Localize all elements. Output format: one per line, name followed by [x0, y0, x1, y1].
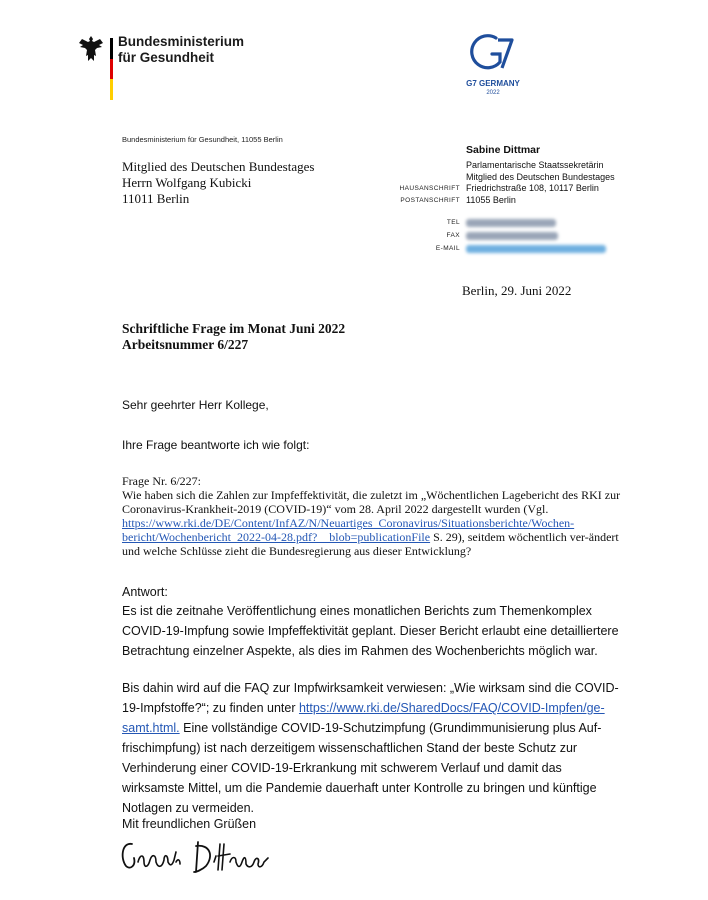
email-label: E-MAIL — [435, 245, 460, 252]
address-label: HAUSANSCHRIFT — [399, 185, 460, 192]
recipient-line: Mitglied des Deutschen Bundestages — [122, 159, 315, 174]
intro-text: Ihre Frage beantworte ich wie folgt: — [122, 438, 310, 452]
recipient-line: 11011 Berlin — [122, 191, 190, 206]
g7-logo-icon — [470, 32, 516, 74]
letter-date: Berlin, 29. Juni 2022 — [462, 283, 572, 298]
redacted-email — [466, 245, 606, 253]
postal-value: 11055 Berlin — [466, 195, 516, 205]
answer-heading: Antwort: — [122, 585, 168, 599]
postal-label: POSTANSCHRIFT — [400, 197, 460, 204]
redacted-fax — [466, 232, 558, 240]
rki-report-link[interactable]: https://www.rki.de/DE/Content/InfAZ/N/Neuartiges_Coronavirus/Situationsberichte/Wochen-bericht/Wochenbericht_2022-04-28.pdf?__blob=publicationFile — [122, 516, 575, 544]
g7-label: G7 GERMANY — [466, 79, 520, 88]
recipient-address — [122, 159, 314, 207]
closing: Mit freundlichen Grüßen — [122, 817, 257, 831]
handwritten-signature — [118, 832, 278, 882]
subject — [122, 321, 345, 353]
salutation: Sehr geehrter Herr Kollege, — [122, 398, 269, 412]
recipient-line: Herrn Wolfgang Kubicki — [122, 175, 252, 190]
tel-label: TEL — [446, 219, 460, 226]
german-flag-bar — [110, 38, 113, 100]
sender-return-line: Bundesministerium für Gesundheit, 11055 Berlin — [122, 135, 283, 144]
g7-germany-logo — [458, 32, 528, 97]
fax-label: FAX — [446, 232, 460, 239]
subject-line: Schriftliche Frage im Monat Juni 2022 — [122, 321, 346, 336]
rki-faq-link[interactable]: https://www.rki.de/SharedDocs/FAQ/COVID-Impfen/ge-samt.html. — [122, 701, 605, 735]
g7-year: 2022 — [486, 90, 500, 96]
federal-eagle-icon — [78, 34, 104, 64]
answer-paragraph: Es ist die zeitnahe Veröffentlichung eines monatlichen Berichts zum Themenkomplex COVID-19-Impfung sowie Impfeffektivität geplant. Dieser Bericht erlaubt eine detailliertere Betrachtung einzelner Aspekte, als dies im Rahmen des Wochenberichts möglich war. — [122, 604, 619, 658]
ministry-name: Bundesministerium für Gesundheit — [118, 34, 245, 65]
question-heading: Frage Nr. 6/227: — [122, 474, 201, 488]
subject-line: Arbeitsnummer 6/227 — [122, 337, 249, 352]
redacted-tel — [466, 219, 556, 227]
address-value: Friedrichstraße 108, 10117 Berlin — [466, 183, 599, 193]
answer-paragraph: Bis dahin wird auf die FAQ zur Impfwirksamkeit verwiesen: „Wie wirksam sind die COVID-19-Impfstoffe?“; zu finden unter https://www.rki.de/SharedDocs/FAQ/COVID-Impfen/ge-samt.html. Eine vollständige COVID-19-Schutzimpfung (Grundimmunisierung plus Auf-frischimpfung) ist nach derzeitigem wissenschaftlichen Stand der beste Schutz zur Verhinderung einer COVID-19-Erkrankung mit schwerem Verlauf und damit das wirksamste Mittel, um die Pandemie dauerhaft unter Kontrolle zu bringen und künftige Notlagen zu vermeiden. — [122, 681, 619, 815]
question-text: Wie haben sich die Zahlen zur Impfeffektivität, die zuletzt im „Wöchentlichen Lagebericht des RKI zur Coronavirus-Krankheit-2019 (COVID-19)“ vom 28. April 2022 dargestellt wurden (Vgl. https://www.rki.de/DE/Content/InfAZ/N/Neuartiges_Coronavirus/Situationsberichte/Wochen-bericht/Wochenbericht_2022-04-28.pdf?__blob=publicationFile S. 29), seitdem wöchentlich ver-ändert und welche Schlüsse zieht die Bundesregierung aus dieser Entwicklung? — [122, 488, 621, 558]
signer-roles: Parlamentarische Staatssekretärin Mitglied des Deutschen Bundestages — [466, 160, 615, 182]
signer-name: Sabine Dittmar — [466, 144, 541, 156]
